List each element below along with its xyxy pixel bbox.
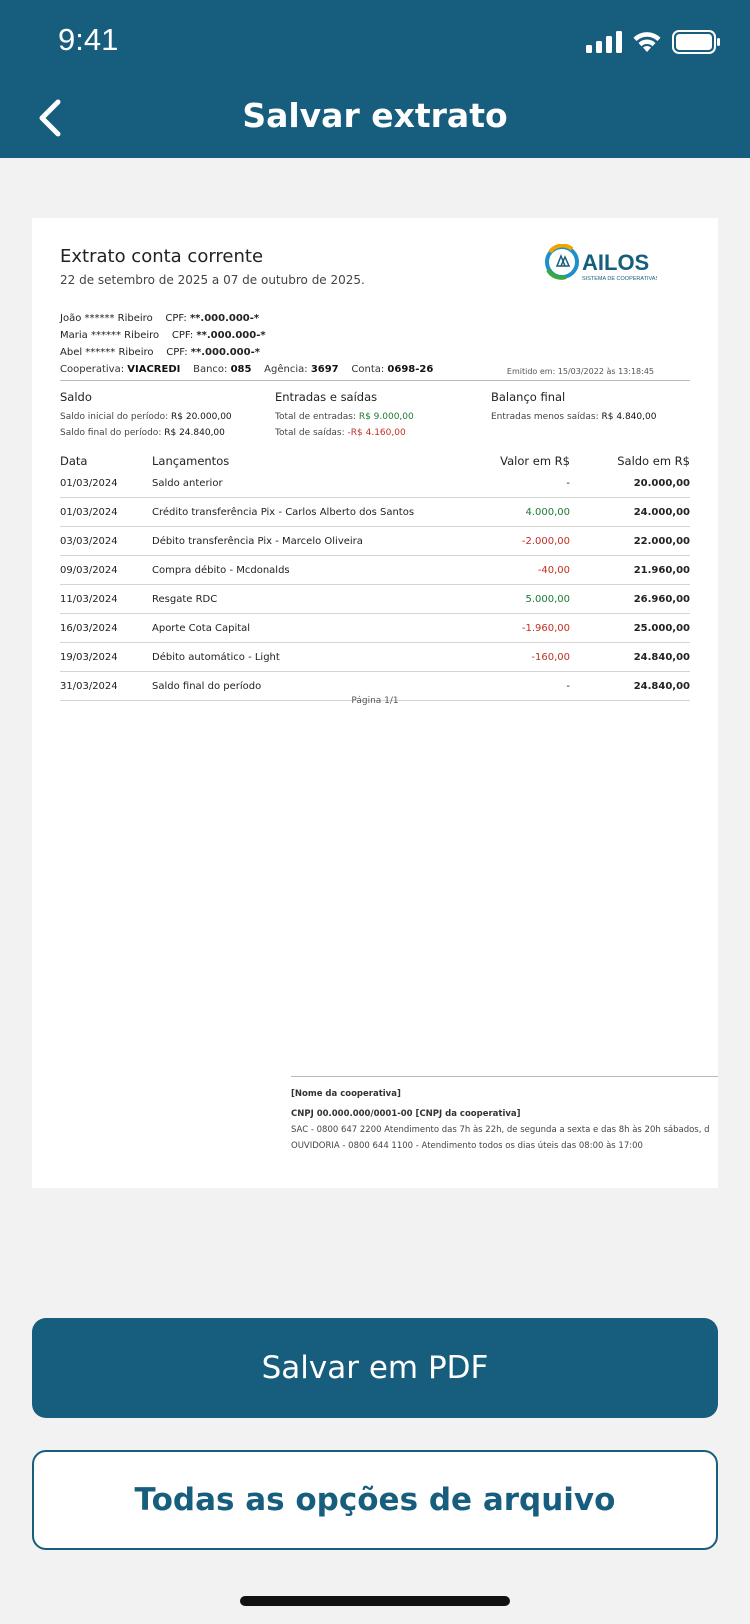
footer-coop-name: [Nome da cooperativa] — [291, 1089, 401, 1099]
cell-balance: 21.960,00 — [633, 565, 690, 576]
footer-divider — [291, 1076, 718, 1077]
cell-balance: 24.840,00 — [633, 652, 690, 663]
cell-balance: 20.000,00 — [633, 478, 690, 489]
ailos-logo — [542, 244, 657, 286]
footer-cnpj: CNPJ 00.000.000/0001-00 [CNPJ da cooperativa] — [291, 1109, 521, 1119]
summary-saldo — [60, 390, 232, 441]
cell-date: 09/03/2024 — [60, 565, 118, 576]
cpf-label: CPF: — [165, 313, 187, 324]
agency-label: Agência: — [264, 364, 308, 375]
cell-date: 03/03/2024 — [60, 536, 118, 547]
bank-label: Banco: — [193, 364, 228, 375]
logo-wordmark: AILOS — [582, 250, 650, 275]
bank-value: 085 — [230, 364, 252, 375]
coop-label: Cooperativa: — [60, 364, 125, 375]
cell-date: 31/03/2024 — [60, 681, 118, 692]
cell-description: Aporte Cota Capital — [152, 623, 251, 634]
table-row — [60, 643, 690, 672]
status-bar — [0, 0, 750, 80]
summary-line: Entradas menos saídas: R$ 4.840,00 — [491, 412, 657, 422]
cell-date: 11/03/2024 — [60, 594, 118, 605]
cpf-value: **.000.000-* — [196, 330, 266, 341]
table-row — [60, 585, 690, 614]
cell-value: - — [566, 681, 570, 692]
summary-line: Total de entradas: R$ 9.000,00 — [275, 412, 414, 422]
cell-value: -40,00 — [537, 565, 570, 576]
summary-line: Total de saídas: -R$ 4.160,00 — [275, 428, 406, 438]
table-row — [60, 614, 690, 643]
account-value: 0698-26 — [387, 364, 434, 375]
cpf-value: **.000.000-* — [190, 347, 260, 358]
cell-value: -160,00 — [531, 652, 570, 663]
holder-row — [60, 327, 266, 344]
footer-sac: SAC - 0800 647 2200 Atendimento das 7h às 22h, de segunda a sexta e das 8h às 20h sábados, d — [291, 1125, 710, 1135]
summary-line: Saldo inicial do período: R$ 20.000,00 — [60, 412, 232, 422]
cell-value: -1.960,00 — [521, 623, 570, 634]
table-header — [60, 452, 690, 474]
agency-value: 3697 — [310, 364, 339, 375]
coop-value: VIACREDI — [127, 364, 181, 375]
logo-tagline: SISTEMA DE COOPERATIVAS — [582, 276, 657, 282]
table-row — [60, 474, 690, 498]
summary-title: Saldo — [60, 390, 92, 404]
issued-date: Emitido em: 15/03/2022 às 13:18:45 — [506, 367, 654, 376]
statement-title: Extrato conta corrente — [60, 246, 264, 267]
summary-title: Entradas e saídas — [275, 390, 378, 404]
ailos-logo-icon — [542, 244, 657, 286]
table-row — [60, 556, 690, 585]
summary-balanco — [491, 390, 656, 425]
holder-name: Abel ****** Ribeiro — [60, 347, 154, 358]
cell-value: 5.000,00 — [525, 594, 570, 605]
cpf-label: CPF: — [166, 347, 188, 358]
transactions-table — [60, 452, 690, 701]
cell-description: Crédito transferência Pix - Carlos Alberto dos Santos — [152, 507, 415, 518]
signal-icon — [586, 31, 622, 53]
cell-date: 19/03/2024 — [60, 652, 118, 663]
holder-row — [60, 344, 266, 361]
top-bar — [0, 0, 750, 158]
table-row — [60, 498, 690, 527]
table-row — [60, 527, 690, 556]
home-indicator[interactable] — [240, 1596, 510, 1606]
column-header-desc: Lançamentos — [152, 454, 230, 468]
all-file-options-button[interactable]: Todas as opções de arquivo — [32, 1450, 718, 1550]
cell-balance: 25.000,00 — [633, 623, 690, 634]
cell-balance: 24.000,00 — [633, 507, 690, 518]
cell-description: Resgate RDC — [152, 594, 218, 605]
statement-footer — [291, 1086, 710, 1154]
account-label: Conta: — [351, 364, 385, 375]
footer-ouvidoria: OUVIDORIA - 0800 644 1100 - Atendimento todos os dias úteis das 08:00 às 17:00 — [291, 1141, 643, 1151]
wifi-icon — [632, 31, 662, 53]
status-icons — [586, 28, 720, 56]
summary-line: Saldo final do período: R$ 24.840,00 — [60, 428, 225, 438]
divider — [60, 380, 690, 381]
cell-description: Compra débito - Mcdonalds — [152, 565, 290, 576]
table-body — [60, 474, 690, 701]
cell-value: 4.000,00 — [525, 507, 570, 518]
holder-row — [60, 310, 266, 327]
status-time: 9:41 — [58, 22, 119, 57]
cell-description: Débito transferência Pix - Marcelo Oliveira — [152, 536, 363, 547]
account-info — [60, 364, 433, 375]
cell-date: 01/03/2024 — [60, 507, 118, 518]
cell-balance: 24.840,00 — [633, 681, 690, 692]
cell-balance: 22.000,00 — [633, 536, 690, 547]
cell-description: Débito automático - Light — [152, 652, 280, 663]
statement-preview — [32, 218, 718, 1188]
column-header-balance: Saldo em R$ — [617, 454, 690, 468]
statement-period: 22 de setembro de 2025 a 07 de outubro de 2025. — [60, 273, 365, 287]
cell-date: 01/03/2024 — [60, 478, 118, 489]
account-holders — [60, 310, 266, 361]
holder-name: Maria ****** Ribeiro — [60, 330, 160, 341]
column-header-value: Valor em R$ — [500, 454, 570, 468]
summary-title: Balanço final — [491, 390, 566, 404]
cell-date: 16/03/2024 — [60, 623, 118, 634]
cell-description: Saldo final do período — [152, 681, 262, 692]
column-header-date: Data — [60, 454, 88, 468]
page-title: Salvar extrato — [242, 96, 508, 135]
summary-entradas — [275, 390, 414, 441]
cell-value: - — [566, 478, 570, 489]
battery-icon — [672, 30, 720, 54]
holder-name: João ****** Ribeiro — [60, 313, 153, 324]
cell-description: Saldo anterior — [152, 478, 223, 489]
save-pdf-button[interactable]: Salvar em PDF — [32, 1318, 718, 1418]
cell-balance: 26.960,00 — [633, 594, 690, 605]
cpf-label: CPF: — [171, 330, 194, 341]
cpf-value: **.000.000-* — [189, 313, 260, 324]
cell-value: -2.000,00 — [521, 536, 570, 547]
page-number: Página 1/1 — [351, 696, 399, 706]
